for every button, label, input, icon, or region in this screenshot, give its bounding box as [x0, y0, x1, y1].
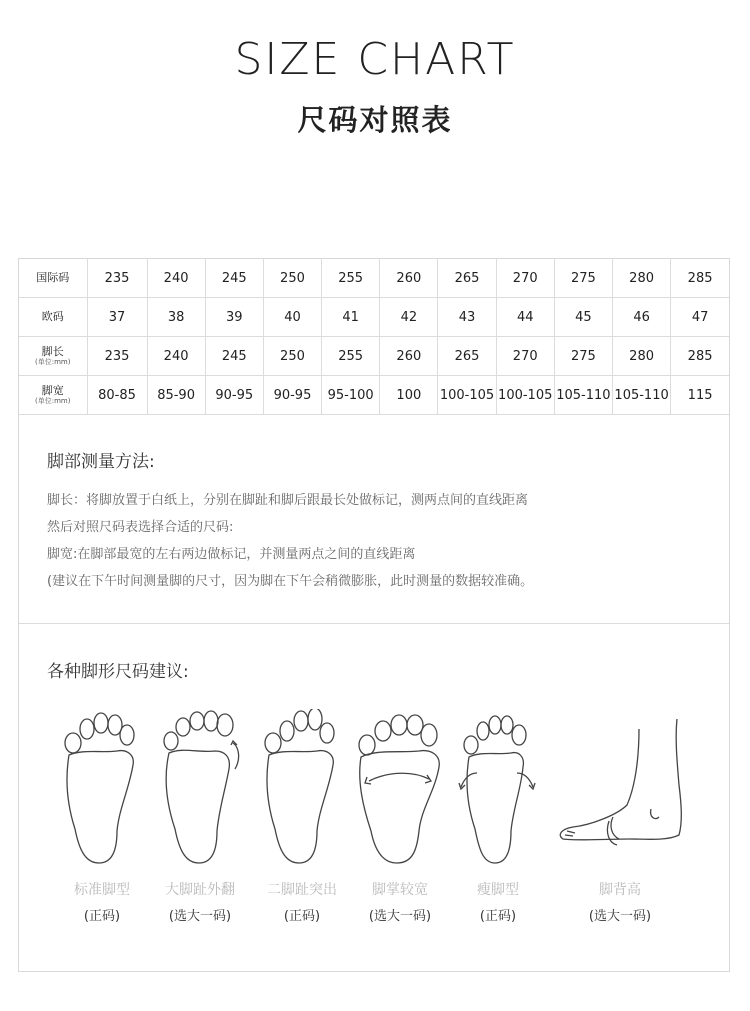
- size-cell: 42: [380, 298, 438, 337]
- size-cell: 265: [438, 259, 496, 298]
- size-cell: 255: [322, 259, 380, 298]
- foot-shape-note: (选大一码): [368, 909, 432, 924]
- size-cell: 245: [205, 337, 263, 376]
- size-cell: 41: [322, 298, 380, 337]
- size-table-row: [19, 376, 729, 415]
- foot-shape-note: (选大一码): [588, 909, 652, 924]
- size-cell: 285: [671, 337, 729, 376]
- high-instep-foot-icon: [555, 709, 695, 869]
- size-cell: 40: [263, 298, 321, 337]
- row-label-text: 欧码: [41, 310, 64, 323]
- size-cell: 100: [380, 376, 438, 415]
- foot-shape-note: (正码): [283, 909, 321, 924]
- size-cell: 240: [147, 259, 205, 298]
- size-cell: 235: [87, 337, 147, 376]
- shapes-heading: 各种脚形尺码建议:: [47, 662, 189, 682]
- size-cell: 270: [496, 337, 554, 376]
- size-table-row: [19, 298, 729, 337]
- foot-shapes-section: [19, 623, 729, 971]
- second-toe-foot-icon: [257, 709, 347, 869]
- page-title-cn: 尺码对照表: [297, 103, 453, 137]
- standard-foot-icon: [57, 709, 147, 869]
- foot-shape-note: (正码): [83, 909, 121, 924]
- row-label: [19, 259, 87, 298]
- size-cell: 275: [554, 259, 612, 298]
- method-line: 然后对照尺码表选择合适的尺码:: [47, 520, 234, 535]
- row-label-text: 国际码: [36, 271, 70, 284]
- size-table: [19, 259, 729, 415]
- size-cell: 90-95: [263, 376, 321, 415]
- bunion-foot-icon: [155, 709, 245, 869]
- foot-shape-note: (选大一码): [168, 909, 232, 924]
- foot-shape-name: 标准脚型: [74, 882, 130, 898]
- size-cell: 45: [554, 298, 612, 337]
- size-cell: 255: [322, 337, 380, 376]
- row-label: [19, 337, 87, 376]
- wide-foot-icon: [355, 709, 445, 869]
- size-cell: 265: [438, 337, 496, 376]
- size-cell: 260: [380, 337, 438, 376]
- size-table-row: [19, 259, 729, 298]
- method-line: 脚长：将脚放置于白纸上，分别在脚趾和脚后跟最长处做标记，测两点间的直线距离: [47, 493, 529, 508]
- size-cell: 270: [496, 259, 554, 298]
- size-cell: 245: [205, 259, 263, 298]
- size-cell: 250: [263, 337, 321, 376]
- foot-shape-name: 脚掌较宽: [372, 882, 428, 898]
- foot-shape-name: 脚背高: [599, 882, 641, 898]
- size-cell: 80-85: [87, 376, 147, 415]
- size-cell: 100-105: [438, 376, 496, 415]
- size-cell: 39: [205, 298, 263, 337]
- size-cell: 95-100: [322, 376, 380, 415]
- size-cell: 275: [554, 337, 612, 376]
- size-cell: 44: [496, 298, 554, 337]
- size-cell: 285: [671, 259, 729, 298]
- foot-shape-name: 瘦脚型: [477, 882, 519, 898]
- method-heading: 脚部测量方法:: [47, 452, 155, 472]
- size-chart-panel: [18, 258, 730, 972]
- method-line: 脚宽:在脚部最宽的左右两边做标记，并测量两点之间的直线距离: [47, 547, 416, 562]
- foot-shape-note: (正码): [479, 909, 517, 924]
- narrow-foot-icon: [453, 709, 543, 869]
- size-cell: 105-110: [554, 376, 612, 415]
- measurement-method-section: [19, 413, 729, 624]
- size-cell: 105-110: [613, 376, 671, 415]
- size-cell: 235: [87, 259, 147, 298]
- row-unit: (单位:mm): [35, 396, 71, 405]
- size-cell: 46: [613, 298, 671, 337]
- size-cell: 240: [147, 337, 205, 376]
- foot-shape-name: 大脚趾外翻: [165, 882, 235, 898]
- row-label: [19, 298, 87, 337]
- size-cell: 85-90: [147, 376, 205, 415]
- row-label-text: 脚宽: [41, 383, 64, 397]
- foot-shape-name: 二脚趾突出: [267, 882, 337, 898]
- page-title-en: SIZE CHART: [234, 34, 516, 85]
- size-cell: 250: [263, 259, 321, 298]
- row-label: [19, 376, 87, 415]
- size-cell: 280: [613, 337, 671, 376]
- size-cell: 47: [671, 298, 729, 337]
- size-table-row: [19, 337, 729, 376]
- method-line: (建议在下午时间测量脚的尺寸，因为脚在下午会稍微膨胀，此时测量的数据较准确。: [47, 574, 534, 589]
- size-cell: 100-105: [496, 376, 554, 415]
- row-label-text: 脚长: [41, 344, 64, 358]
- size-cell: 115: [671, 376, 729, 415]
- size-cell: 38: [147, 298, 205, 337]
- size-cell: 260: [380, 259, 438, 298]
- size-cell: 90-95: [205, 376, 263, 415]
- size-cell: 280: [613, 259, 671, 298]
- size-cell: 43: [438, 298, 496, 337]
- size-cell: 37: [87, 298, 147, 337]
- row-unit: (单位:mm): [35, 357, 71, 366]
